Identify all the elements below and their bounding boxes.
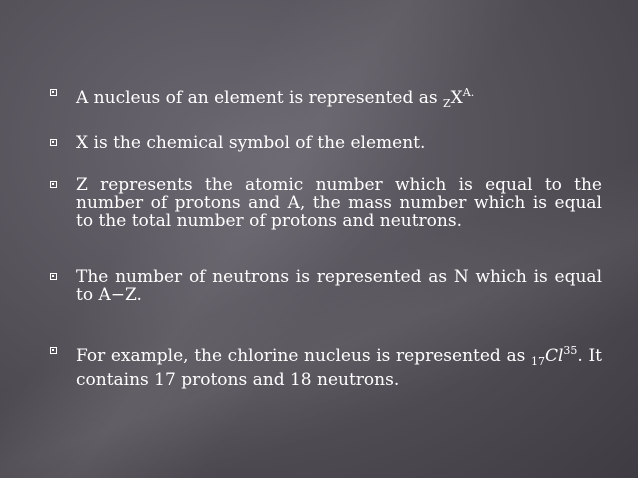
bullet-text: The number of neutrons is represented as N which is equal to A−Z. (76, 267, 602, 305)
bullet-text-run: . It contains 17 protons and 18 neutrons. (76, 346, 602, 390)
superscript: A. (462, 86, 475, 99)
element-symbol: X (450, 88, 463, 108)
bullet-list (50, 80, 602, 389)
square-bullet-icon (50, 181, 57, 188)
bullet-text-run: For example, the chlorine nucleus is represented as (76, 346, 531, 366)
bullet-item (50, 84, 602, 113)
bullet-item (50, 134, 602, 152)
bullet-item (50, 342, 602, 389)
square-bullet-icon (50, 139, 57, 146)
square-bullet-icon (50, 273, 57, 280)
bullet-text (76, 84, 602, 113)
bullet-text: X is the chemical symbol of the element. (76, 133, 426, 153)
square-bullet-icon (50, 347, 57, 354)
bullet-item (50, 176, 602, 230)
element-symbol: Cl (544, 346, 564, 366)
bullet-text: Z represents the atomic number which is equal to the number of protons and A, the mass number which is equal to the total number of protons and neutrons. (76, 175, 602, 231)
subscript: 17 (530, 355, 545, 368)
bullet-text-run: A nucleus of an element is represented as (76, 88, 444, 108)
subscript: Z (443, 97, 451, 110)
superscript: 35 (563, 344, 578, 357)
square-bullet-icon (50, 89, 57, 96)
bullet-item (50, 268, 602, 304)
bullet-text (76, 342, 602, 389)
